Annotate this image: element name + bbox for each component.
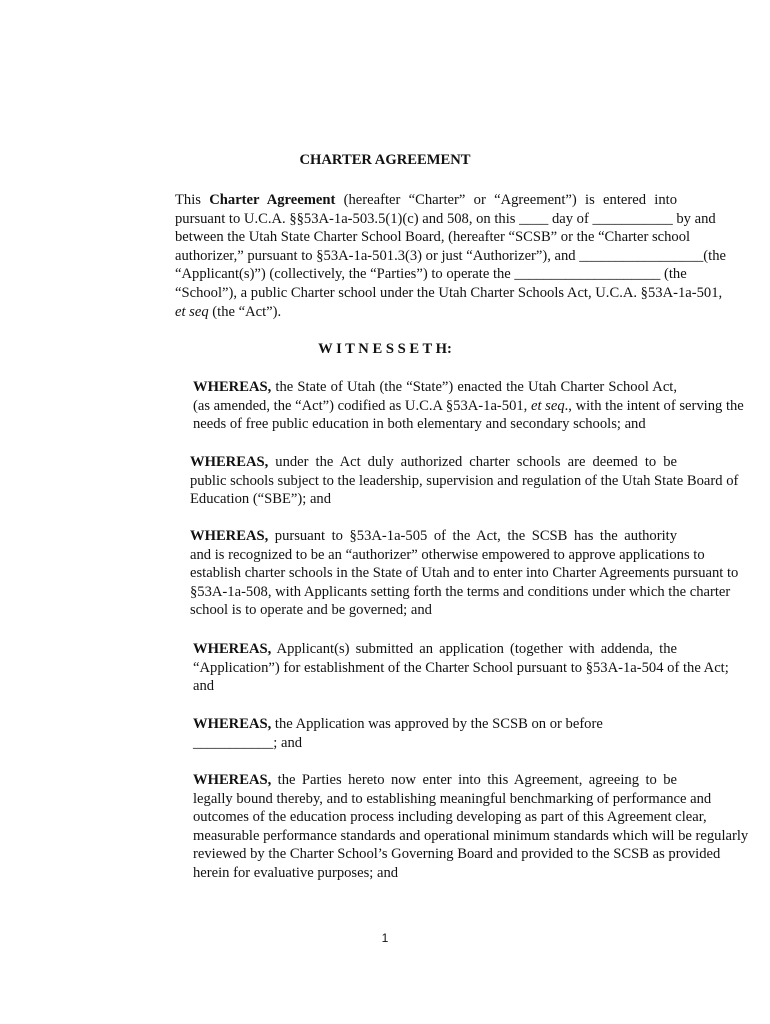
whereas-label: WHEREAS, bbox=[190, 528, 269, 544]
whereas-paragraph-1: WHEREAS, the State of Utah (the “State”) enacted the Utah Charter School Act, (as amended, the “Act”) codified as U.C.A §53A-1a-501, et seq., with the intent of serving the needs of free public education in both elementary and secondary schools; and bbox=[193, 379, 744, 433]
whereas-label: WHEREAS, bbox=[193, 379, 272, 395]
whereas-paragraph-4: WHEREAS, Applicant(s) submitted an application (together with addenda, the “Application”) for establishment of the Charter School pursuant to §53A-1a-504 of the Act; and bbox=[193, 641, 729, 695]
intro-line-1: This Charter Agreement (hereafter “Charter” or “Agreement”) is entered into bbox=[175, 192, 677, 208]
page-number: 1 bbox=[381, 931, 389, 945]
intro-line-3: between the Utah State Charter School Board, (hereafter “SCSB” or the “Charter school bbox=[175, 229, 691, 246]
intro-line-2: pursuant to U.C.A. §§53A-1a-503.5(1)(c) and 508, on this ____ day of ___________ by and bbox=[175, 210, 716, 227]
witnesseth-heading: W I T N E S S E T H: bbox=[318, 341, 452, 357]
whereas-label: WHEREAS, bbox=[193, 772, 272, 788]
whereas-label: WHEREAS, bbox=[190, 454, 269, 470]
whereas-paragraph-5: WHEREAS, the Application was approved by the SCSB on or before ___________; and bbox=[193, 716, 603, 751]
intro-line-4: authorizer,” pursuant to §53A-1a-501.3(3) or just “Authorizer”), and _________________(the bbox=[175, 247, 726, 264]
whereas-paragraph-6: WHEREAS, the Parties hereto now enter into this Agreement, agreeing to be legally bound thereby, and to establishing meaningful benchmarking of performance and outcomes of the education process including developing as part of this Agreement clear, measurable performance standards and operational minimum standards which will be regularly reviewed by the Charter School’s Governing Board and provided to the SCSB as provided herein for evaluative purposes; and bbox=[193, 772, 749, 881]
intro-line-6: “School”), a public Charter school under the Utah Charter Schools Act, U.C.A. §53A-1a-501, bbox=[175, 284, 723, 301]
document-title: CHARTER AGREEMENT bbox=[299, 152, 471, 168]
whereas-label: WHEREAS, bbox=[193, 641, 272, 657]
intro-paragraph bbox=[99, 191, 726, 321]
whereas-paragraph-3: WHEREAS, pursuant to §53A-1a-505 of the Act, the SCSB has the authority and is recognized to be an “authorizer” otherwise empowered to approve applications to establish charter schools in the State of Utah and to enter into Charter Agreements pursuant to §53A-1a-508, with Applicants setting forth the terms and conditions under which the charter school is to operate and be governed; and bbox=[190, 528, 739, 619]
whereas-label: WHEREAS, bbox=[193, 716, 272, 732]
whereas-paragraph-2: WHEREAS, under the Act duly authorized charter schools are deemed to be public schools subject to the leadership, supervision and regulation of the Utah State Board of Education (“SBE”); and bbox=[190, 454, 739, 508]
charter-agreement-term: Charter Agreement bbox=[209, 192, 336, 208]
intro-line-5: “Applicant(s)”) (collectively, the “Parties”) to operate the ____________________ (the bbox=[175, 266, 687, 283]
intro-line-7: et seq (the “Act”). bbox=[175, 303, 282, 320]
